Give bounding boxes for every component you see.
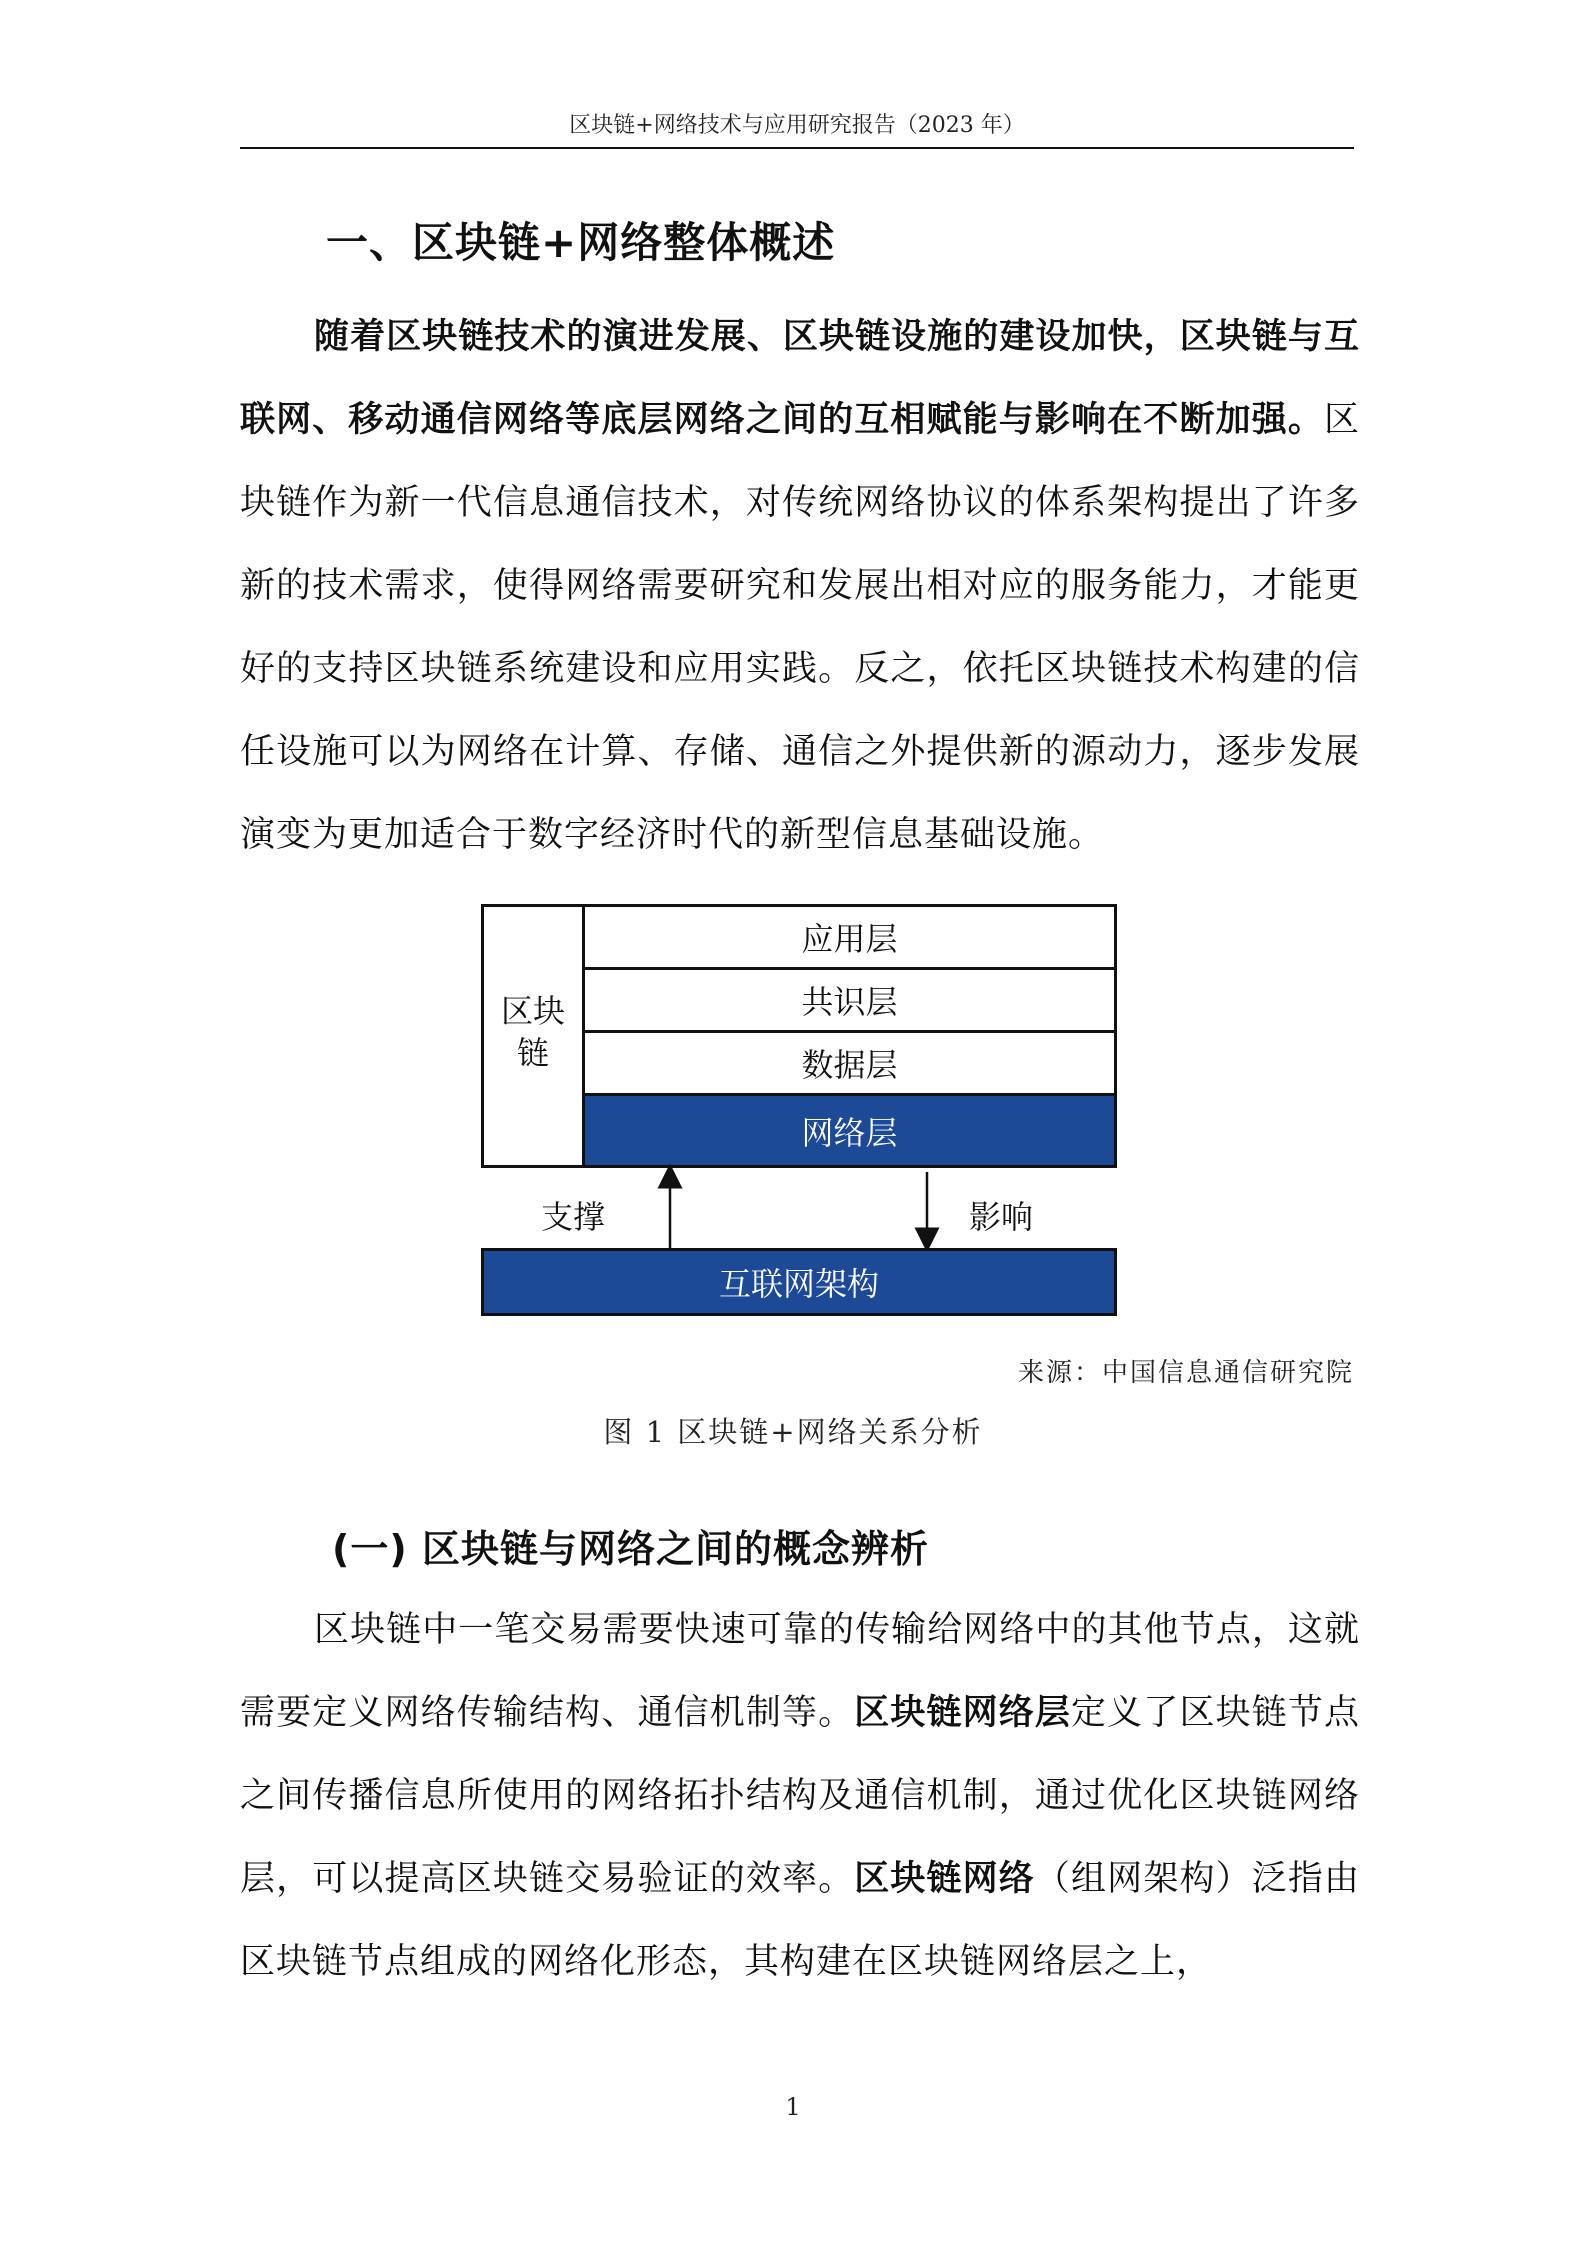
layer-data: 数据层	[582, 1030, 1117, 1096]
intro-paragraph	[240, 296, 1360, 877]
blockchain-label-line2: 链	[516, 1034, 549, 1072]
concept-text-3: （组网架构）泛指由区块链节点组成的网络化形态，其构建在区块链网络层之上，	[240, 1859, 1360, 1982]
concept-paragraph	[240, 1589, 1360, 2004]
blockchain-network-diagram	[481, 904, 1117, 1316]
internet-architecture-box: 互联网架构	[481, 1248, 1117, 1316]
blockchain-label-line1: 区块	[500, 992, 565, 1030]
running-header: 区块链+网络技术与应用研究报告（2023 年）	[240, 108, 1354, 149]
concept-text-2: 定义了区块链节点之间传播信息所使用的网络拓扑结构及通信机制，通过优化区块链网络层，可以提高区块链交易验证的效率。	[240, 1693, 1360, 1899]
section-title: 一、区块链+网络整体概述	[326, 218, 836, 267]
intro-bold-text: 随着区块链技术的演进发展、区块链设施的建设加快，区块链与互联网、移动通信网络等底层网络之间的互相赋能与影响在不断加强。	[240, 317, 1360, 440]
figure-caption: 图 1 区块链+网络关系分析	[603, 1415, 983, 1449]
layer-network: 网络层	[582, 1093, 1117, 1168]
term-network-layer: 区块链网络层	[854, 1693, 1072, 1733]
page-number: 1	[785, 2093, 801, 2121]
term-blockchain-network: 区块链网络	[854, 1859, 1035, 1899]
layer-consensus: 共识层	[582, 967, 1117, 1033]
figure-source: 来源：中国信息通信研究院	[1017, 1358, 1354, 1388]
influence-label: 影响	[969, 1198, 1034, 1236]
intro-body-text: 区块链作为新一代信息通信技术，对传统网络协议的体系架构提出了许多新的技术需求，使得网络需要研究和发展出相对应的服务能力，才能更好的支持区块链系统建设和应用实践。反之，依托区块链技术构建的信任设施可以为网络在计算、存储、通信之外提供新的源动力，逐步发展演变为更加适合于数字经济时代的新型信息基础设施。	[240, 400, 1360, 855]
subsection-title: (一) 区块链与网络之间的概念辨析	[332, 1527, 929, 1571]
concept-text-1: 区块链中一笔交易需要快速可靠的传输给网络中的其他节点，这就需要定义网络传输结构、通信机制等。	[240, 1610, 1360, 1733]
support-label: 支撑	[541, 1198, 606, 1236]
layer-application: 应用层	[582, 904, 1117, 970]
